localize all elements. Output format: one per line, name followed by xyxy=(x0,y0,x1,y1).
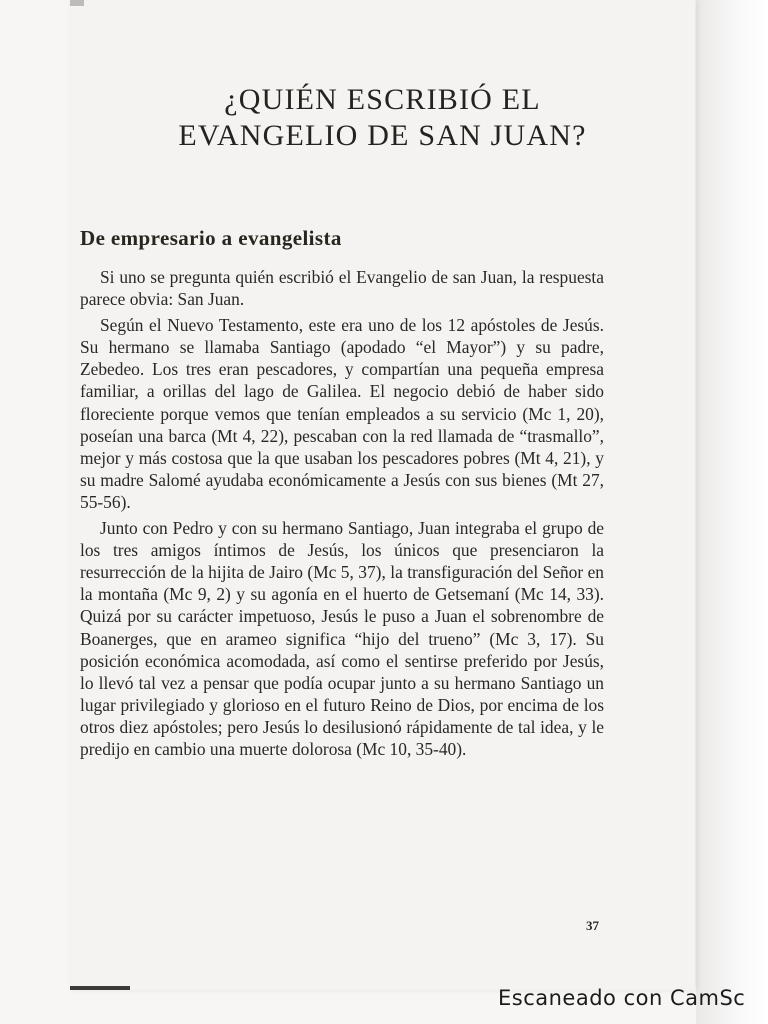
chapter-title-line-2: EVANGELIO DE SAN JUAN? xyxy=(178,119,587,152)
section-heading: De empresario a evangelista xyxy=(80,226,342,250)
chapter-title xyxy=(70,82,695,154)
paragraph: Si uno se pregunta quién escribió el Evangelio de san Juan, la respuesta parece obvia: San Juan. xyxy=(80,267,604,310)
scanner-watermark: Escaneado con CamSc xyxy=(498,986,746,1010)
book-page xyxy=(70,0,695,990)
scan-background xyxy=(696,0,768,1024)
paragraph: Junto con Pedro y con su hermano Santiago, Juan integraba el grupo de los tres amigos íntimos de Jesús, los únicos que presenciaron la resurrección de la hijita de Jairo (Mc 5, 37), la transfiguración del Señor en la montaña (Mc 9, 2) y su agonía en el huerto de Getsemaní (Mc 14, 33). Quizá por su carácter impetuoso, Jesús le puso a Juan el sobrenombre de Boanerges, que en arameo significa “hijo del trueno” (Mc 3, 17). Su posición económica acomodada, así como el sentirse preferido por Jesús, lo llevó tal vez a pensar que podía ocupar junto a su hermano Santiago un lugar privilegiado y glorioso en el futuro Reino de Dios, por encima de los otros diez apóstoles; pero Jesús lo desilusionó rápidamente de tal idea, y le predijo en cambio una muerte dolorosa (Mc 10, 35-40). xyxy=(80,518,604,759)
page-bottom-edge xyxy=(70,986,130,990)
page-number: 37 xyxy=(586,918,599,933)
page-corner-mark xyxy=(70,0,84,6)
body-text xyxy=(80,266,604,764)
chapter-title-line-1: ¿QUIÉN ESCRIBIÓ EL xyxy=(224,83,541,116)
paragraph: Según el Nuevo Testamento, este era uno de los 12 apóstoles de Jesús. Su hermano se llamaba Santiago (apodado “el Mayor”) y su padre, Zebedeo. Los tres eran pescadores, y compartían una pequeña empresa familiar, a orillas del lago de Galilea. El negocio debió de haber sido floreciente porque vemos que tenían empleados a su servicio (Mc 1, 20), poseían una barca (Mt 4, 22), pescaban con la red llamada de “trasmallo”, mejor y más costosa que la que usaban los pescadores pobres (Mt 4, 21), y su madre Salomé ayudaba económicamente a Jesús con sus bienes (Mt 27, 55-56). xyxy=(80,315,604,512)
